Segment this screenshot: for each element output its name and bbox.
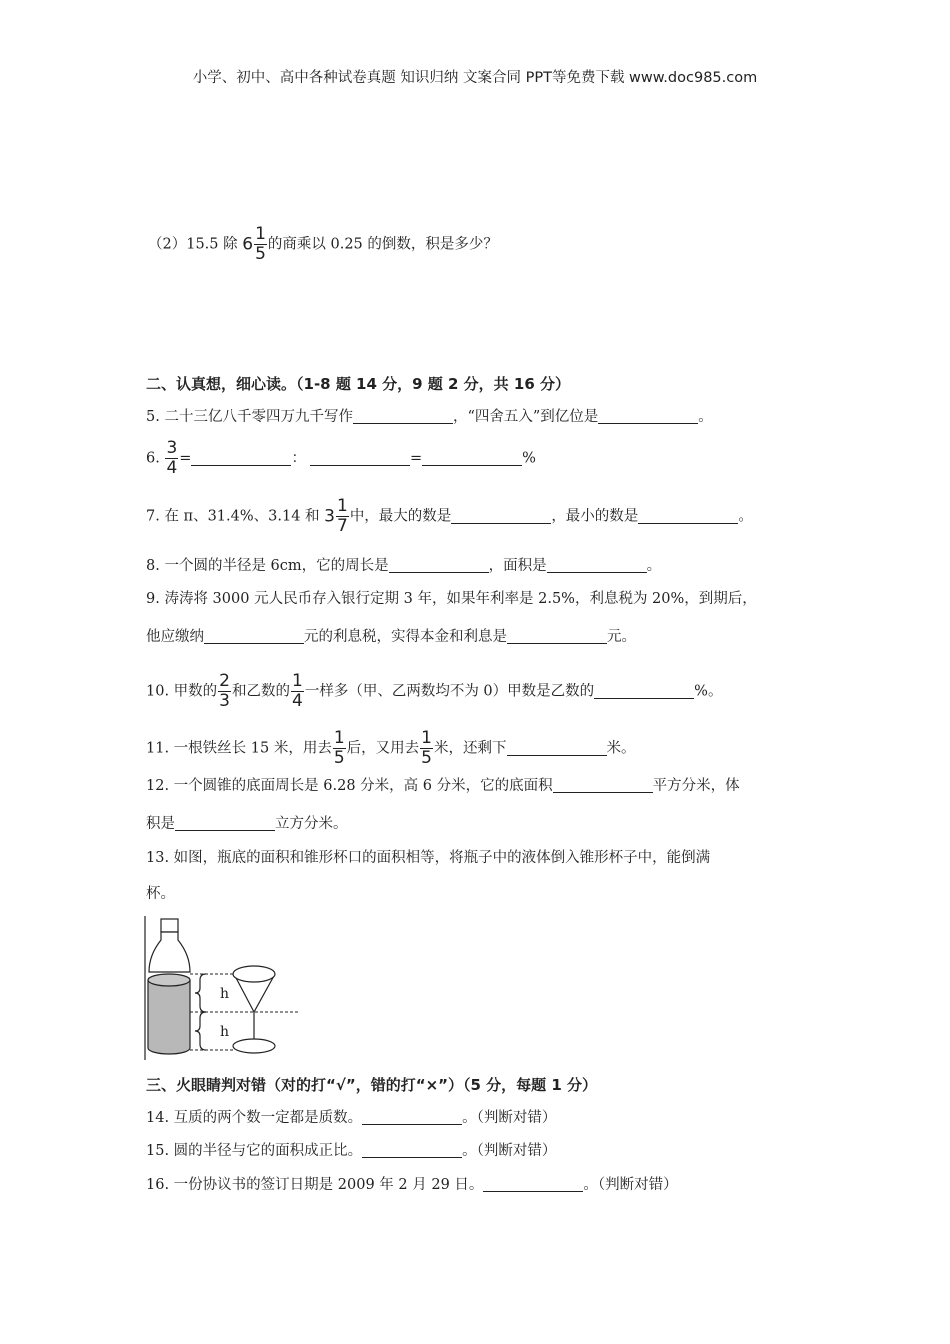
question-12-line-1: 12. 一个圆锥的底面周长是 6.28 分米，高 6 分米，它的底面积 平方分米，体 <box>146 778 740 794</box>
answer-blank[interactable] <box>362 1141 462 1158</box>
question-13-line-1: 13. 如图，瓶底的面积和锥形杯口的面积相等，将瓶子中的液体倒入锥形杯子中，能倒满 <box>146 850 711 866</box>
bottle-liquid <box>148 980 190 1054</box>
q2-fraction: $\frac{1}{5}$ <box>255 224 266 264</box>
question-13-line-2: 杯。 <box>146 886 175 902</box>
q7-fraction: $\frac{1}{7}$ <box>336 496 348 536</box>
question-14: 14. 互质的两个数一定都是质数。 。（判断对错） <box>146 1110 557 1126</box>
brace-upper <box>195 974 206 1012</box>
section-2-title: 二、认真想，细心读。（1-8 题 14 分，9 题 2 分，共 16 分） <box>146 375 571 393</box>
q11-fraction-2: $\frac{1}{5}$ <box>421 728 432 768</box>
height-label-lower: h <box>220 1024 230 1040</box>
q11-fraction-1: $\frac{1}{5}$ <box>333 728 345 768</box>
answer-blank[interactable] <box>451 507 551 524</box>
question-6: 6. $\frac{3}{4}$ = ： = % <box>146 438 536 478</box>
bottle-cap <box>161 919 178 932</box>
q6-fraction: $\frac{3}{4}$ <box>166 438 178 478</box>
q2-text-prefix: （2）15.5 除 <box>148 236 243 253</box>
answer-blank[interactable] <box>507 627 607 644</box>
question-5: 5. 二十三亿八千零四万九千写作 ，“四舍五入”到亿位是 。 <box>146 409 713 425</box>
answer-blank[interactable] <box>175 814 275 831</box>
question-9-line-2: 他应缴纳 元的利息税，实得本金和利息是 元。 <box>146 629 636 645</box>
question-8: 8. 一个圆的半径是 6cm，它的周长是 ，面积是 。 <box>146 558 662 574</box>
answer-blank[interactable] <box>507 739 607 756</box>
answer-blank[interactable] <box>598 407 698 424</box>
answer-blank[interactable] <box>594 682 694 699</box>
question-16: 16. 一份协议书的签订日期是 2009 年 2 月 29 日。 。（判断对错） <box>146 1177 678 1193</box>
liquid-top <box>148 974 190 986</box>
section-3-title: 三、火眼睛判对错（对的打“√”，错的打“×”）（5 分，每题 1 分） <box>146 1076 598 1094</box>
cup-base <box>233 1039 275 1053</box>
q10-fraction-1: $\frac{2}{3}$ <box>219 671 230 711</box>
question-15: 15. 圆的半径与它的面积成正比。 。（判断对错） <box>146 1143 557 1159</box>
answer-blank[interactable] <box>204 627 304 644</box>
answer-blank[interactable] <box>422 449 522 466</box>
answer-blank[interactable] <box>553 776 653 793</box>
brace-lower <box>195 1012 206 1050</box>
answer-blank[interactable] <box>389 556 489 573</box>
question-2 <box>148 226 498 263</box>
q2-whole: 6 <box>242 234 254 255</box>
answer-blank[interactable] <box>638 507 738 524</box>
height-label-upper: h <box>220 986 230 1002</box>
answer-blank[interactable] <box>483 1175 583 1192</box>
question-10: 10. 甲数的 $\frac{2}{3}$ 和乙数的 $\frac{1}{4}$ 一样多（甲、乙两数均不为 0）甲数是乙数的 %。 <box>146 671 723 711</box>
q10-fraction-2: $\frac{1}{4}$ <box>292 671 303 711</box>
answer-blank[interactable] <box>362 1108 462 1125</box>
bottle-neck <box>149 932 190 972</box>
bottle-cone-figure <box>140 912 310 1064</box>
q2-text-suffix: 的商乘以 0.25 的倒数，积是多少？ <box>267 236 498 253</box>
answer-blank[interactable] <box>547 556 647 573</box>
question-7: 7. 在 π、31.4%、3.14 和 3 $\frac{1}{7}$ 中，最大的数是 ，最小的数是 。 <box>146 496 753 536</box>
question-12-line-2: 积是 立方分米。 <box>146 816 348 832</box>
answer-blank[interactable] <box>353 407 453 424</box>
answer-blank[interactable] <box>310 449 410 466</box>
page-header: 小学、初中、高中各种试卷真题 知识归纳 文案合同 PPT等免费下载 www.doc985.com <box>192 70 758 86</box>
question-9-line-1: 9. 涛涛将 3000 元人民币存入银行定期 3 年，如果年利率是 2.5%，利息税为 20%，到期后， <box>146 591 757 607</box>
question-11: 11. 一根铁丝长 15 米，用去 $\frac{1}{5}$ 后，又用去 $\frac{1}{5}$ 米，还剩下 米。 <box>146 728 636 768</box>
cone-rim <box>233 966 275 982</box>
answer-blank[interactable] <box>191 449 291 466</box>
